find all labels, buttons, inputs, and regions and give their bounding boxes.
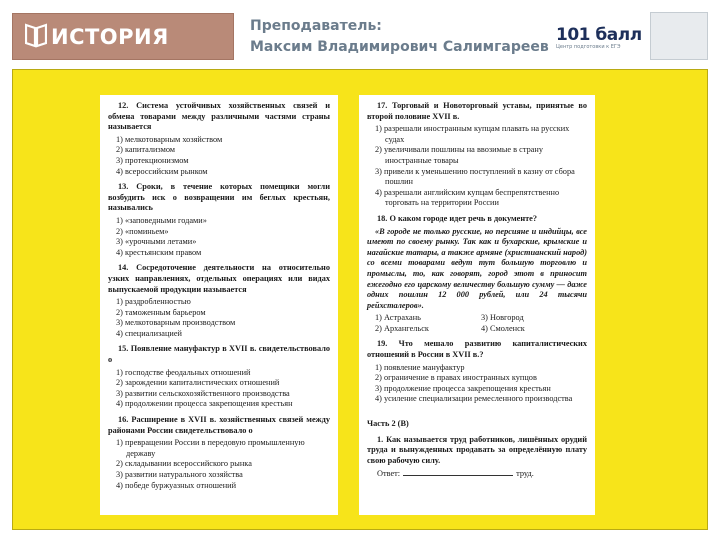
option: 2) таможенным барьером xyxy=(116,307,206,317)
subject-logo xyxy=(12,13,234,60)
option: 4) победе буржуазных отношений xyxy=(116,480,237,490)
right-page xyxy=(359,95,595,515)
answer-line xyxy=(367,469,587,480)
option: 4) специализацией xyxy=(116,328,182,338)
option: 3) протекционизмом xyxy=(116,155,189,165)
question-13-options xyxy=(108,216,330,258)
option: 3) мелкотоварным производством xyxy=(116,318,236,328)
answer-label: Ответ: xyxy=(377,469,401,479)
teacher-info xyxy=(250,16,549,58)
option: 3) развитии натурального хозяйства xyxy=(116,470,243,479)
option: 4) усиление специализации ремесленного производства xyxy=(375,394,573,404)
part-title: Часть 2 (В) xyxy=(367,419,409,429)
open-book-icon xyxy=(25,22,47,48)
left-page xyxy=(100,95,338,515)
option: 4) Смоленск xyxy=(481,323,525,333)
answer-blank[interactable] xyxy=(403,475,513,476)
question-17-options xyxy=(367,124,587,209)
option: 3) продолжение процесса закрепощения крестьян xyxy=(375,383,551,393)
question-16: 16. Расширение в XVII в. хозяйственных связей между районами России свидетельствовало о xyxy=(108,415,330,435)
option: 4) разрешали английским купцам беспрепятственно торговать на территории России xyxy=(375,187,560,208)
question-16-options xyxy=(108,438,330,491)
header-thumbnail xyxy=(650,12,708,60)
option: 4) крестьянским правом xyxy=(116,247,202,257)
option: 2) ограничение в правах иностранных купцов xyxy=(375,373,537,383)
teacher-name: Максим Владимирович Салимгареев xyxy=(250,39,549,55)
subject-title: ИСТОРИЯ xyxy=(51,24,169,49)
question-13: 13. Сроки, в течение которых помещики могли возбудить иск о возвращении им беглых крестьян, назывались xyxy=(108,182,330,213)
question-12-options xyxy=(108,135,330,177)
question-18-options xyxy=(367,313,587,334)
option: 1) разрешали иностранным купцам плавать на русских судах xyxy=(375,124,570,144)
option: 3) «урочными летами» xyxy=(116,237,197,247)
option: 2) зарождении капиталистических отношений xyxy=(116,378,280,388)
question-15-options xyxy=(108,368,330,410)
option: 3) развитии сельскохозяйственного производства xyxy=(116,388,290,398)
answer-suffix: труд. xyxy=(516,469,534,479)
question-19: 19. Что мешало развитию капиталистических отношений в России в XVII в.? xyxy=(367,339,587,360)
option: 1) превращении России в передовую промышленную державу xyxy=(116,438,305,458)
question-18: 18. О каком городе идет речь в документе? xyxy=(377,213,538,223)
question-12: 12. Система устойчивых хозяйственных связей и обмена товарами между различными частями страны называется xyxy=(108,101,330,132)
option: 2) капитализмом xyxy=(116,145,176,155)
brand-name: 101 балл xyxy=(556,25,642,45)
question-17: 17. Торговый и Новоторговый уставы, принятые во второй половине XVII в. xyxy=(367,101,587,121)
option: 2) увеличивали пошлины на ввозимые в страну иностранные товары xyxy=(375,145,543,165)
option: 1) раздробленностью xyxy=(116,297,191,307)
option: 1) мелкотоварным хозяйством xyxy=(116,134,223,144)
option: 1) «заповедными годами» xyxy=(116,215,207,225)
option: 1) Астрахань xyxy=(375,313,421,323)
option: 4) всероссийским рынком xyxy=(116,166,208,176)
option: 2) «поминьем» xyxy=(116,226,169,236)
brand-tagline: Центр подготовки к ЕГЭ xyxy=(556,44,621,50)
option: 4) продолжении процесса закрепощения крестьян xyxy=(116,399,293,409)
brand-logo xyxy=(556,25,642,50)
option: 2) складывании всероссийского рынка xyxy=(116,459,252,469)
document-quote: «В городе не только русские, но персияне и индийцы, все имеют по своему рынку. Так как и бухарские, крымские и нагайские татары, а также армяне (христианский народ) со всеми товарами ведут тут большую торговлю и промыслы, то, как говорят, город этот в приносит ежегодно его царскому величеству большую сумму — даже одних пошлин 12 000 рублей, или 24 тысячи рейхсталеров». xyxy=(367,226,587,310)
option: 3) привели к уменьшению поступлений в казну от сбора пошлин xyxy=(375,166,575,187)
option: 3) Новгород xyxy=(481,313,524,323)
option: 2) Архангельск xyxy=(375,323,429,333)
option: 1) господстве феодальных отношений xyxy=(116,367,251,377)
option: 1) появление мануфактур xyxy=(375,362,465,372)
question-15: 15. Появление мануфактур в XVII в. свидетельствовало о xyxy=(108,344,330,365)
question-14-options xyxy=(108,297,330,339)
question-19-options xyxy=(367,363,587,405)
teacher-label: Преподаватель: xyxy=(250,18,382,34)
question-b1: 1. Как называется труд работников, лишённых орудий труда и вынужденных продавать за определённую плату свою рабочую силу. xyxy=(367,434,587,465)
question-14: 14. Сосредоточение деятельности на относительно узких направлениях, отдельных операциях или видах выпускаемой продукции называется xyxy=(108,263,330,294)
